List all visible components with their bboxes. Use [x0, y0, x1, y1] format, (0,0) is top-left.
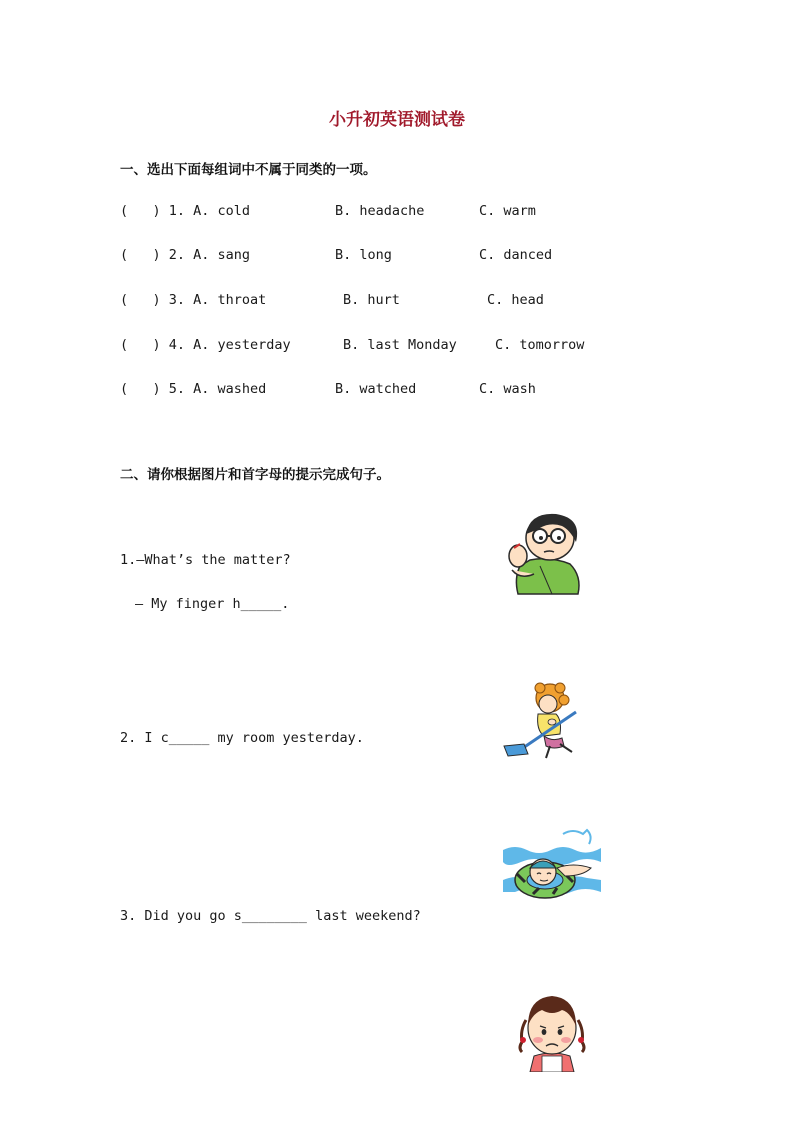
question-4-option-b: B. last Monday — [343, 337, 457, 353]
question-1-prefix: ( ) 1. A. cold — [120, 203, 251, 219]
sentence-1-line-1: 1.—What’s the matter? — [120, 552, 291, 568]
sentence-2: 2. I c_____ my room yesterday. — [120, 730, 364, 746]
question-4-prefix: ( ) 4. A. yesterday — [120, 337, 291, 353]
question-1-option-b: B. headache — [335, 203, 425, 219]
question-2-option-b: B. long — [335, 247, 392, 263]
question-3-option-b: B. hurt — [343, 292, 400, 308]
question-3-prefix: ( ) 3. A. throat — [120, 292, 267, 308]
child-swimming-illustration — [503, 826, 601, 916]
section-1-heading: 一、选出下面每组词中不属于同类的一项。 — [120, 162, 377, 178]
question-2-prefix: ( ) 2. A. sang — [120, 247, 251, 263]
question-2-option-c: C. danced — [479, 247, 553, 263]
section-2-heading: 二、请你根据图片和首字母的提示完成句子。 — [120, 467, 390, 483]
question-5-option-c: C. wash — [479, 381, 536, 397]
girl-mopping-illustration — [500, 680, 586, 762]
boy-finger-illustration — [500, 508, 590, 596]
question-5-prefix: ( ) 5. A. washed — [120, 381, 267, 397]
sad-girl-illustration — [514, 990, 590, 1072]
question-1-option-c: C. warm — [479, 203, 536, 219]
question-4-option-c: C. tomorrow — [495, 337, 585, 353]
page-title: 小升初英语测试卷 — [329, 110, 465, 130]
question-3-option-c: C. head — [487, 292, 544, 308]
question-5-option-b: B. watched — [335, 381, 417, 397]
sentence-1-line-2: — My finger h_____. — [135, 596, 290, 612]
sentence-3: 3. Did you go s________ last weekend? — [120, 908, 421, 924]
